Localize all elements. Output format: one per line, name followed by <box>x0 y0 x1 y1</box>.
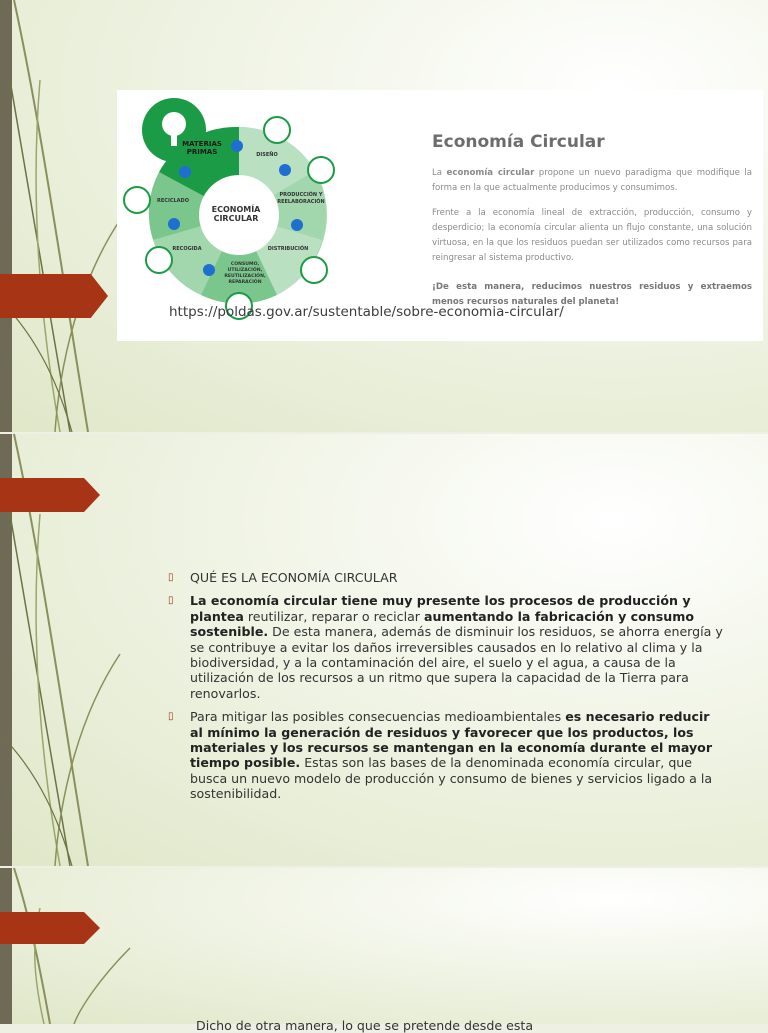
wheel-produccion-line1: PRODUCCIÓN Y <box>279 192 323 198</box>
wheel-diseno: DISEÑO <box>256 152 278 158</box>
wheel-consumo-line2: UTILIZACIÓN, <box>227 268 263 273</box>
wheel-recogida: RECOGIDA <box>172 246 202 252</box>
wheel-materias-line1: MATERIAS <box>182 140 222 148</box>
section-tab <box>0 912 100 944</box>
slide-2 <box>0 434 768 866</box>
bullet-list <box>168 570 724 810</box>
figure-paragraph-1: La economía circular propone un nuevo paradigma que modifique la forma en la que actualmente producimos y consumimos. <box>432 168 752 193</box>
list-item: ▯ Para mitigar las posibles consecuencias medioambientales es necesario reducir al mínimo la generación de residuos y favorecer que los productos, los materiales y los recursos se mantengan en la economía durante el mayor tiempo posible. Estas son las bases de la denominada economía circular, que busca un nuevo modelo de producción y consumo de bienes y servicios ligado a la sostenibilidad. <box>168 709 713 802</box>
figure-title: Economía Circular <box>432 132 605 152</box>
wheel-distribucion: DISTRIBUCIÓN <box>267 246 309 252</box>
wheel-reciclado: RECICLADO <box>157 198 189 204</box>
wheel-consumo-line3: REUTILIZACIÓN, <box>224 274 266 279</box>
economia-circular-figure <box>117 90 763 341</box>
partial-text-line: Dicho de otra manera, lo que se pretende desde esta <box>196 1018 534 1033</box>
bullet-marker: ▯ <box>168 595 174 607</box>
section-tab <box>0 274 108 318</box>
wheel-produccion-line2: REELABORACIÓN <box>277 199 325 205</box>
wheel-materias-line2: PRIMAS <box>186 148 218 156</box>
grass-decoration <box>0 868 140 1024</box>
wheel-center-line2: CIRCULAR <box>213 214 259 223</box>
section-tab <box>0 478 100 512</box>
figure-paragraph-2: Frente a la economía lineal de extracción, producción, consumo y desperdicio; la economía circular alienta un flujo constante, una solución virtuosa, en la que los residuos puedan ser utilizados como recursos para reingresar al sistema productivo. <box>432 208 752 263</box>
slide-3 <box>0 868 768 1033</box>
wheel-consumo-line4: REPARACIÓN <box>228 280 262 285</box>
wheel-consumo-line1: CONSUMO, <box>230 262 260 267</box>
figure-paragraph-3: ¡De esta manera, reducimos nuestros residuos y extraemos menos recursos naturales del planeta! <box>432 282 752 307</box>
wheel-center-line1: ECONOMÍA <box>211 205 261 214</box>
list-item: ▯ QUÉ ES LA ECONOMÍA CIRCULAR <box>168 570 398 585</box>
source-url-link[interactable]: https://poldas.gov.ar/sustentable/sobre-economia-circular/ <box>169 304 564 320</box>
list-item: ▯ La economía circular tiene muy presente los procesos de producción y plantea reutilizar, reparar o reciclar aumentando la fabricación y consumo sostenible. De esta manera, además de disminuir los residuos, se ahorra energía y se contribuye a evitar los daños irreversibles causados en lo relativo al clima y la biodiversidad, y a la contaminación del aire, el suelo y el agua, a causa de la utilización de los recursos a un ritmo que supera la capacidad de la Tierra para renovarlos. <box>168 593 723 701</box>
bullet-marker: ▯ <box>168 711 174 723</box>
bullet-marker: ▯ <box>168 572 174 583</box>
slide-1 <box>0 0 768 432</box>
